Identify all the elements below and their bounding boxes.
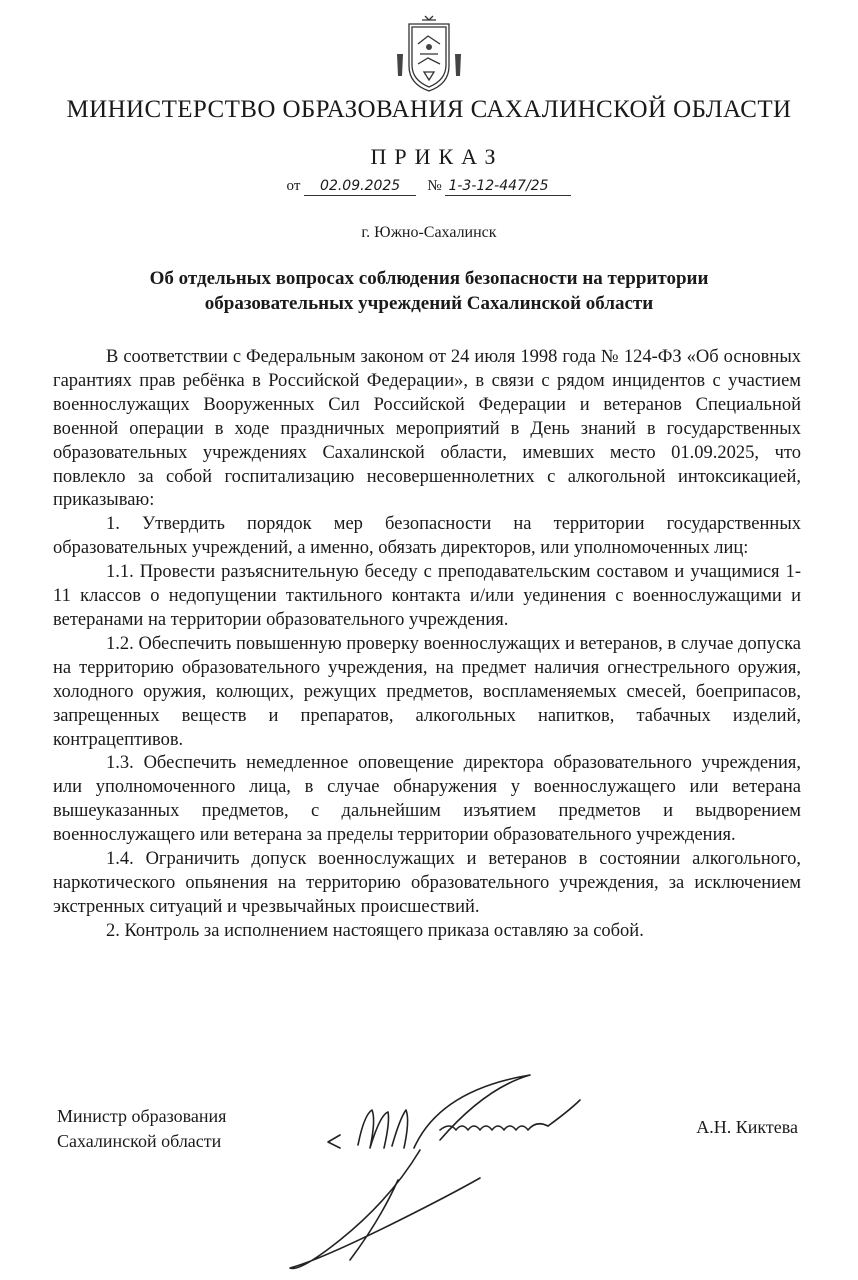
clause-1: 1. Утвердить порядок мер безопасности на территории государственных образовательных учреждений, а именно, обязать директоров, или уполномоченных лиц: [53, 514, 801, 559]
order-body [53, 346, 801, 944]
order-heading [60, 266, 798, 316]
clause-1-1: 1.1. Провести разъяснительную беседу с преподавательским составом и учащимися 1-11 классов о недопущении тактильного контакта и/или уединения с военнослужащими и ветеранами на территории образовательного учреждения. [53, 562, 801, 630]
coat-of-arms-icon [394, 14, 464, 94]
clause-1-4: 1.4. Ограничить допуск военнослужащих и ветеранов в состоянии алкогольного, наркотического опьянения на территорию образовательного учреждения, за исключением экстренных ситуаций и чрезвычайных происшествий. [53, 849, 801, 917]
preamble-paragraph: В соответствии с Федеральным законом от 24 июля 1998 года № 124-ФЗ «Об основных гарантиях прав ребёнка в Российской Федерации», в связи с рядом инцидентов с участием военнослужащих Вооруженных Сил Российской Федерации и ветеранов Специальной военной операции в ходе праздничных мероприятий в День знаний в государственных образовательных учреждениях Сахалинской области, имевших место 01.09.2025, что повлекло за собой госпитализацию несовершеннолетних с алкогольной интоксикацией, приказываю: [53, 347, 801, 511]
signatory-title-line-1: Министр образования [57, 1106, 227, 1126]
ministry-name: МИНИСТЕРСТВО ОБРАЗОВАНИЯ САХАЛИНСКОЙ ОБЛАСТИ [66, 96, 792, 123]
clause-2: 2. Контроль за исполнением настоящего приказа оставляю за собой. [106, 920, 644, 941]
signatory-title [57, 1104, 226, 1154]
signatory-name: А.Н. Киктева [696, 1117, 798, 1137]
clause-1-2: 1.2. Обеспечить повышенную проверку военнослужащих и ветеранов, в случае допуска на территорию образовательного учреждения, на предмет наличия огнестрельного оружия, холодного оружия, колющих, режущих предметов, воспламеняемых смесей, боеприпасов, запрещенных веществ и препаратов, алкогольных напитков, табачных изделий, контрацептивов. [53, 633, 801, 750]
city: г. Южно-Сахалинск [361, 224, 497, 241]
order-date: 02.09.2025 [304, 178, 416, 196]
signature-scribble [280, 1060, 640, 1275]
heading-line-2: образовательных учреждений Сахалинской области [204, 293, 654, 314]
order-number: 1-3-12-447/25 [445, 178, 571, 196]
date-prefix: от [286, 178, 301, 194]
order-meta [0, 178, 858, 196]
heading-line-1: Об отдельных вопросах соблюдения безопасности на территории [149, 268, 709, 289]
order-title: ПРИКАЗ [370, 144, 504, 169]
number-prefix: № [427, 178, 442, 194]
clause-1-3: 1.3. Обеспечить немедленное оповещение директора образовательного учреждения, или уполномоченного лица, в случае обнаружения у военнослужащего или ветерана вышеуказанных предметов, с дальнейшим изъятием предметов и выдворением военнослужащего или ветерана за пределы территории образовательного учреждения. [53, 753, 801, 846]
signatory-title-line-2: Сахалинской области [57, 1131, 222, 1151]
